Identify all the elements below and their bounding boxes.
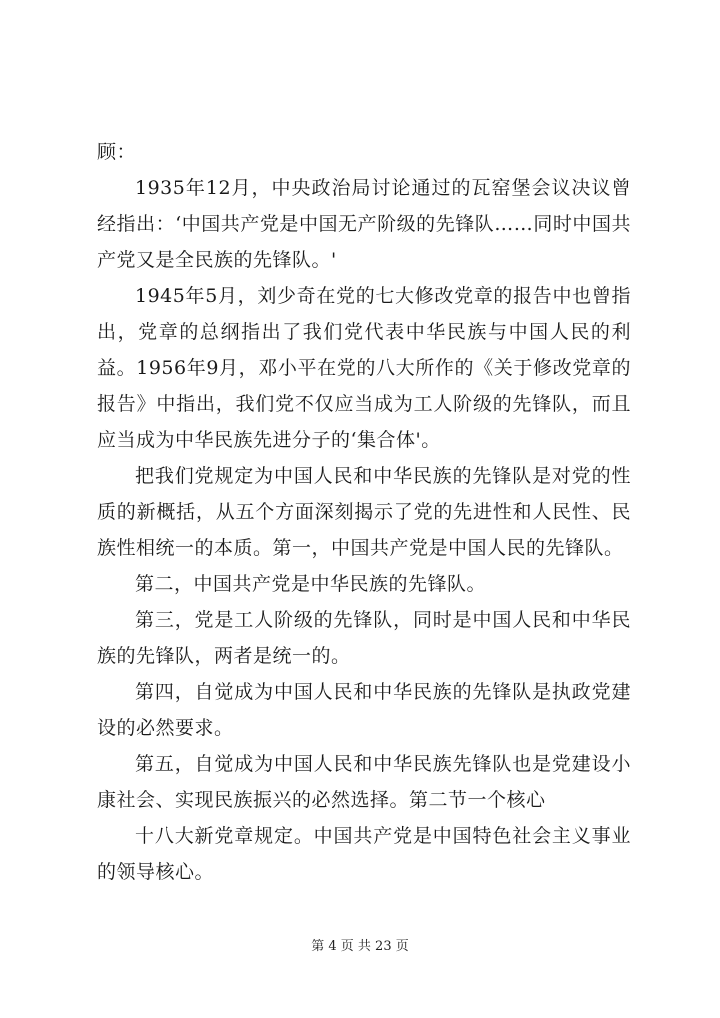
document-body <box>97 134 631 890</box>
paragraph-fourth: 第四，自觉成为中国人民和中华民族的先锋队是执政党建设的必然要求。 <box>97 681 631 739</box>
paragraph-1945: 1945年5月，刘少奇在党的七大修改党章的报告中也曾指出，党章的总纲指出了我们党代表中华民族与中国人民的利益。1956年9月，邓小平在党的八大所作的《关于修改党章的报告》中指出，我们党不仅应当成为工人阶级的先锋队，而且应当成为中华民族先进分子的‘集合体'。 <box>97 285 631 451</box>
paragraph-third: 第三，党是工人阶级的先锋队，同时是中国人民和中华民族的先锋队，两者是统一的。 <box>97 609 631 667</box>
paragraph-1935: 1935年12月，中央政治局讨论通过的瓦窑堡会议决议曾经指出：‘中国共产党是中国无产阶级的先锋队……同时中国共产党又是全民族的先锋队。' <box>97 177 631 271</box>
paragraph-second: 第二，中国共产党是中华民族的先锋队。 <box>135 573 487 595</box>
paragraph-fifth: 第五，自觉成为中国人民和中华民族先锋队也是党建设小康社会、实现民族振兴的必然选择。第二节一个核心 <box>97 753 631 811</box>
paragraph-eighteenth-congress: 十八大新党章规定。中国共产党是中国特色社会主义事业的领导核心。 <box>97 825 631 883</box>
paragraph-continuation: 顾： <box>97 141 137 163</box>
paragraph-new-summary: 把我们党规定为中国人民和中华民族的先锋队是对党的性质的新概括，从五个方面深刻揭示了党的先进性和人民性、民族性相统一的本质。第一，中国共产党是中国人民的先锋队。 <box>97 465 631 559</box>
page-footer: 第 4 页 共 23 页 <box>311 939 409 954</box>
